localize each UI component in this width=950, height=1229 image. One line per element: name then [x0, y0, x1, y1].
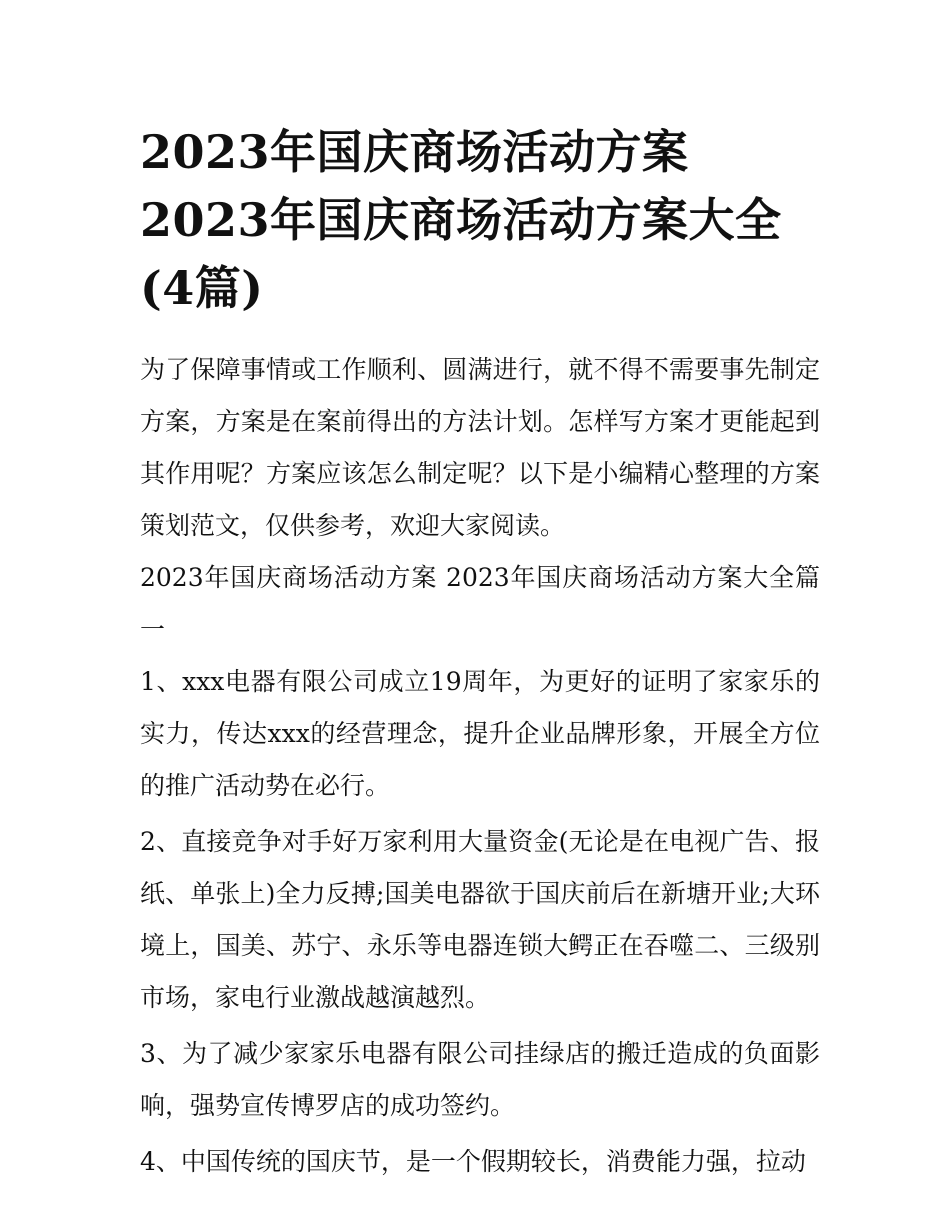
body-paragraph-1: 1、xxx电器有限公司成立19周年，为更好的证明了家家乐的实力，传达xxx的经营理念，提升企业品牌形象，开展全方位的推广活动势在必行。	[140, 667, 820, 800]
document-page	[140, 118, 820, 1188]
section-heading: 2023年国庆商场活动方案 2023年国庆商场活动方案大全篇一	[140, 563, 820, 644]
title-line-2: 2023年国庆商场活动方案大全	[140, 193, 782, 247]
intro-paragraph: 为了保障事情或工作顺利、圆满进行，就不得不需要事先制定方案，方案是在案前得出的方法计划。怎样写方案才更能起到其作用呢？方案应该怎么制定呢？以下是小编精心整理的方案策划范文，仅供参考，欢迎大家阅读。	[140, 355, 820, 540]
document-body	[140, 344, 820, 1188]
body-paragraph-2: 2、直接竞争对手好万家利用大量资金(无论是在电视广告、报纸、单张上)全力反搏;国美电器欲于国庆前后在新塘开业;大环境上，国美、苏宁、永乐等电器连锁大鳄正在吞噬二、三级别市场，家电行业激战越演越烈。	[140, 827, 820, 1012]
title-line-1: 2023年国庆商场活动方案	[140, 125, 689, 179]
document-title	[140, 118, 820, 322]
body-paragraph-4: 4、中国传统的国庆节，是一个假期较长，消费能力强，拉动	[140, 1147, 806, 1176]
body-paragraph-3: 3、为了减少家家乐电器有限公司挂绿店的搬迁造成的负面影响，强势宣传博罗店的成功签约。	[140, 1039, 820, 1120]
title-line-3: (4篇)	[140, 261, 264, 315]
